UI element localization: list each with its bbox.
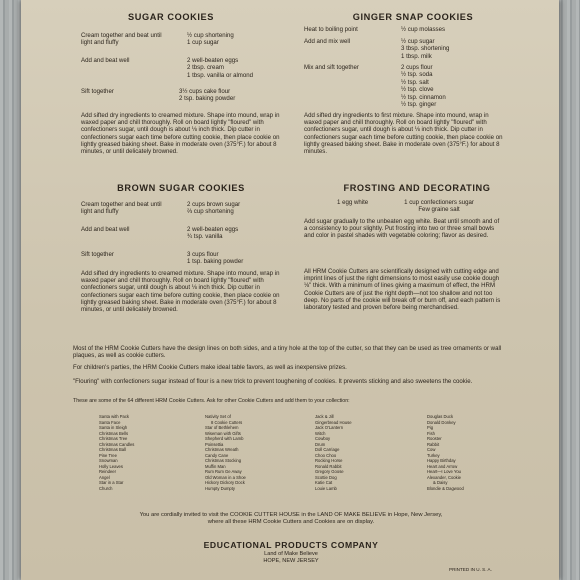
list-item: Pig — [427, 425, 434, 430]
ginger-ingredients-3 — [401, 64, 446, 108]
list-item: Blondie & Dagwood — [427, 485, 464, 491]
ingredient: 3 tbsp. shortening — [401, 45, 450, 53]
ingredient: 1 cup sugar — [187, 39, 219, 47]
ginger-ingredients-2 — [401, 38, 449, 60]
list-item: Alexander, Cookie — [427, 474, 461, 480]
brown-step-1: Cream together and beat until light and fluffy — [81, 201, 162, 216]
list-item: Witch — [315, 430, 326, 436]
ingredient: 3 cups flour — [187, 251, 219, 258]
list-item: Santa in Sleigh — [99, 425, 128, 430]
list-item: Katie Cat — [315, 480, 333, 485]
list-item: Candy Cane — [205, 452, 229, 458]
list-item: 8 Cookie Cutters — [211, 419, 243, 425]
ingredient: 1 tbsp. vanilla or almond — [187, 71, 254, 79]
list-item: Santa with Pack — [99, 414, 130, 419]
list-item: Santa Face — [99, 419, 121, 425]
printed-in-usa: PRINTED IN U. S. A. — [449, 567, 492, 572]
ginger-step-1: Heat to boiling point — [304, 26, 358, 33]
list-item: & Daisy — [433, 480, 448, 485]
brown-ingredients-1 — [187, 201, 240, 216]
sugar-step-2: Add and beat well — [81, 57, 130, 64]
ingredient: 1 tbsp. milk — [401, 52, 432, 60]
ingredient: Few graine salt — [418, 206, 460, 214]
ingredient: ½ tsp. soda — [401, 71, 433, 79]
list-item: Star in a Star — [99, 480, 124, 485]
list-item: Snowman — [99, 458, 118, 463]
list-item: Heart—I Love You — [427, 469, 461, 474]
list-item: Christmas Stocking — [205, 458, 242, 463]
list-item: Hickory Dickory Dock — [205, 480, 245, 485]
list-item: Gingerbread House — [315, 419, 352, 425]
list-item: Nativity Set of — [205, 414, 231, 419]
cutter-list-col-2 — [205, 414, 246, 491]
frosting-instructions: Add sugar gradually to the unbeaten egg white. Beat until smooth and of a consistency to pour slightly. Put frosting into two or three small bowls and color in pastel shades with vegetable coloring; flavor as desired. — [304, 218, 500, 240]
ginger-step-3: Mix and sift together — [304, 64, 359, 71]
note-flouring: "Flouring" with confectioners sugar instead of flour is a new trick to prevent toughening of cookies. It prevents sticking and also sweetens the cookie. — [73, 378, 473, 385]
ingredient: ½ cup sugar — [401, 38, 435, 45]
brown-sugar-title: BROWN SUGAR COOKIES — [117, 183, 245, 193]
sugar-instructions: Add sifted dry ingredients to creamed mixture. Shape into mound, wrap in waxed paper and chill thoroughly. Roll on board lightly "floured" with confectioners sugar, until dough is about ⅛ inch thick. Dip cutter in confectioners sugar each time before cutting cookie, then place cookie on lightly greased baking sheet. Bake in moderate oven (375°F.) for about 8 minutes, or until delicately browned. — [81, 112, 280, 156]
list-item: Rabbit — [427, 441, 440, 447]
list-item: Christmas Wreath — [205, 447, 239, 452]
list-item: Choo Choo — [315, 452, 337, 458]
sugar-cookies-title: SUGAR COOKIES — [128, 12, 214, 22]
ingredient: 2 tsp. baking powder — [179, 95, 236, 103]
list-item: Holly Leaves — [99, 463, 123, 469]
list-item: Rum Rum Ge Away — [205, 469, 242, 474]
ingredient: ⅔ cup shortening — [187, 208, 234, 216]
list-item: Cowboy — [315, 436, 331, 441]
company-address — [191, 551, 391, 565]
ingredient: 2 cups brown sugar — [187, 201, 241, 208]
cutter-list-col-3 — [315, 414, 352, 491]
sugar-step-1: Cream together and beat until light and fluffy — [81, 32, 162, 47]
list-item: Church — [99, 485, 113, 491]
address-line: HOPE, NEW JERSEY — [263, 557, 319, 564]
list-item: Fish — [427, 430, 435, 436]
brown-step-2: Add and beat well — [81, 226, 130, 233]
list-item: Wiseman with Gifts — [205, 430, 241, 436]
list-item: Pine Tree — [99, 452, 117, 458]
ingredient: ½ tsp. clove — [401, 86, 434, 94]
list-item: Poinsettia — [205, 441, 224, 447]
list-item: Christmas Tree — [99, 436, 128, 441]
ginger-instructions: Add sifted dry ingredients to first mixture. Shape into mound, wrap in waxed paper and chill thoroughly. Roll on board lightly "floured" with confectioners sugar, until dough is about ⅛ inch thick. Dip cutter in confectioners sugar each time before cutting cookie, then place cookie on lightly greased baking sheet. Bake in moderate oven (375°F.) for about 8 minutes. — [304, 112, 503, 156]
list-item: Drum — [315, 441, 326, 447]
list-item: Louie Lamb — [315, 485, 337, 491]
list-item: Reindeer — [99, 469, 116, 474]
note-collection: These are some of the 64 different HRM Cookie Cutters. Ask for other Cookie Cutters and add them to your collection: — [73, 398, 350, 404]
ingredient: ½ cup shortening — [187, 32, 234, 39]
list-item: Christmas Candles — [99, 441, 135, 447]
list-item: Muffin Man — [205, 463, 226, 469]
list-item: Scottie Dog — [315, 474, 337, 480]
cutter-design-note: All HRM Cookie Cutters are scientifically designed with cutting edge and imprint lines of just the right dimensions to most easily use cookie dough ⅛" thick. With a minimum of lines giving a maximum of effect, the HRM Cookie Cutters are of just the right depth—not too shallow and not too deep. No parts of the cookie will break off or burn off, and each pattern is laboratory tested and proven before being merchandised. — [304, 268, 501, 312]
frosting-ingredients — [389, 199, 489, 214]
list-item: Cow — [427, 447, 436, 452]
list-item: Rocking Horse — [315, 458, 343, 463]
cutter-list-col-4 — [427, 414, 464, 491]
ingredient: 2 cups flour — [401, 64, 433, 71]
list-item: Christmas Ball — [99, 447, 126, 452]
list-item: Star of Bethlehem — [205, 425, 239, 430]
company-name: EDUCATIONAL PRODUCTS COMPANY — [203, 540, 379, 550]
list-item: Old Woman in a Shoe — [205, 474, 246, 480]
list-item: Christmas Bells — [99, 430, 129, 436]
sugar-step-3: Sift together — [81, 88, 114, 95]
ingredient: 3½ cups cake flour — [179, 88, 231, 95]
brown-ingredients-3 — [187, 251, 243, 266]
ingredient: 2 well-beaten eggs — [187, 226, 239, 233]
note-ornaments: Most of the HRM Cookie Cutters have the design lines on both sides, and a tiny hole at the top of the cutter, so that they can be used as tree ornaments or wall plaques, as well as cookie cutters. — [73, 345, 502, 360]
list-item: Turkey — [427, 452, 440, 458]
ginger-step-2: Add and mix well — [304, 38, 351, 45]
brown-ingredients-2 — [187, 226, 238, 241]
ingredient: 1 tsp. baking powder — [187, 258, 244, 266]
address-line: Land of Make Believe — [264, 551, 318, 557]
sugar-ingredients-1 — [187, 32, 234, 47]
ginger-snap-title: GINGER SNAP COOKIES — [352, 12, 474, 22]
ingredient: ½ tsp. salt — [401, 78, 429, 86]
brown-step-3: Sift together — [81, 251, 114, 258]
note-parties: For children's parties, the HRM Cookie Cutters make ideal table favors, as well as inexpensive prizes. — [73, 364, 347, 371]
ingredient: ½ tsp. cinnamon — [401, 93, 446, 101]
list-item: Doll Carriage — [315, 447, 340, 452]
cutter-list-col-1 — [99, 414, 134, 491]
ingredient: ¾ tsp. vanilla — [187, 233, 223, 241]
ingredient: 1 cup confectioners sugar — [404, 199, 474, 206]
list-item: Douglas Duck — [427, 414, 454, 419]
sugar-ingredients-3 — [179, 88, 235, 103]
ingredient: ½ cup molasses — [401, 26, 446, 33]
list-item: Shepherd with Lamb — [205, 436, 244, 441]
ginger-ingredients-1 — [401, 26, 445, 33]
ingredient: 2 well-beaten eggs — [187, 57, 239, 64]
list-item: Humpty Dumpty — [205, 485, 236, 491]
list-item: Donald Donkey — [427, 419, 456, 425]
sugar-ingredients-2 — [187, 57, 253, 79]
invitation-text: You are cordially invited to visit the COOKIE CUTTER HOUSE in the LAND OF MAKE BELIEVE in Hope, New Jersey, where all these HRM Cookie Cutters and Cookies are on display. — [139, 512, 443, 526]
list-item: Happy Birthday — [427, 458, 456, 463]
list-item: Heart and Arrow — [427, 463, 458, 469]
list-item: Jack & Jill — [315, 414, 334, 419]
list-item: Gregory Goose — [315, 469, 344, 474]
frosting-title: FROSTING AND DECORATING — [343, 183, 491, 193]
ingredient: ½ tsp. ginger — [401, 101, 437, 109]
list-item: Rooster — [427, 436, 442, 441]
brown-instructions: Add sifted dry ingredients to creamed mixture. Shape into mound, wrap in waxed paper and chill thoroughly. Roll on board lightly "floured" with confectioners sugar, until dough is about ⅛ inch thick. Dip cutter in confectioners sugar each time before cutting cookie, then place cookie on lightly greased baking sheet. Bake in moderate oven (375°F.) for about 8 minutes, or until delicately browned. — [81, 270, 280, 314]
list-item: Ronald Rabbit — [315, 463, 342, 469]
recipe-sheet — [21, 0, 559, 580]
frosting-step-1: 1 egg white — [337, 199, 369, 206]
list-item: Jack O'Lantern — [315, 425, 344, 430]
list-item: Angel — [99, 474, 110, 480]
ingredient: 2 tbsp. cream — [187, 64, 224, 72]
